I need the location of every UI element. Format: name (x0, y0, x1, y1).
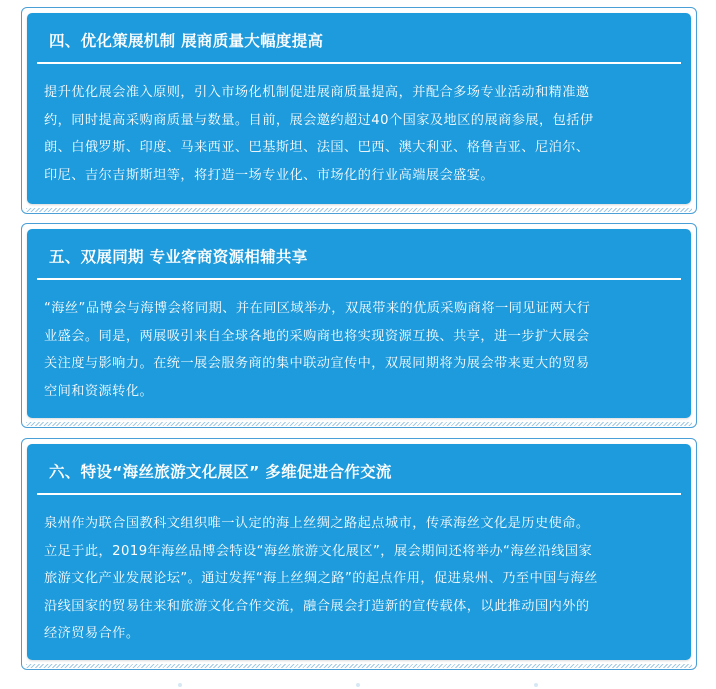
body-line: 立足于此，2019年海丝品博会特设“海丝旅游文化展区”，展会期间还将举办“海丝沿线国家 (44, 543, 593, 559)
section-card-4 (21, 7, 697, 214)
section-panel-5 (27, 229, 691, 418)
dot-decoration (178, 683, 182, 687)
section-card-5 (21, 223, 697, 428)
body-line: 旅游文化产业发展论坛”。通过发挥“海上丝绸之路”的起点作用，促进泉州、乃至中国与海丝 (44, 571, 598, 586)
body-line: 约，同时提高采购商质量与数量。目前，展会邀约超过40个国家及地区的展商参展，包括伊 (44, 112, 594, 128)
section-divider-5 (37, 278, 681, 280)
body-line: “海丝”品博会与海博会将同期、并在同区域举办，双展带来的优质采购商将一同见证两大行 (44, 301, 591, 316)
body-line: 泉州作为联合国教科文组织唯一认定的海上丝绸之路起点城市，传承海丝文化是历史使命。 (44, 516, 590, 531)
body-line: 经济贸易合作。 (44, 626, 140, 641)
section-card-6 (21, 438, 697, 670)
section-title-5: 五、双展同期 专业客商资源相辅共享 (49, 248, 308, 266)
section-title-4: 四、优化策展机制 展商质量大幅度提高 (49, 32, 324, 50)
section-panel-4 (27, 13, 691, 204)
body-line: 印尼、吉尔吉斯斯坦等，将打造一场专业化、市场化的行业高端展会盛宴。 (44, 167, 495, 183)
body-line: 提升优化展会准入原则，引入市场化机制促进展商质量提高，并配合多场专业活动和精准邀 (44, 85, 590, 100)
decorative-dots (0, 683, 716, 689)
dot-decoration (356, 683, 360, 687)
section-body-5 (44, 295, 671, 405)
section-panel-6 (27, 444, 691, 660)
body-line: 关注度与影响力。在统一展会服务商的集中联动宣传中，双展同期将为展会带来更大的贸易 (44, 356, 590, 371)
section-body-4 (44, 79, 671, 189)
dot-decoration (534, 683, 538, 687)
body-line: 业盛会。同是，两展吸引来自全球各地的采购商也将实现资源互换、共享，进一步扩大展会 (44, 328, 590, 344)
section-title-6: 六、特设“海丝旅游文化展区” 多维促进合作交流 (49, 463, 392, 481)
body-line: 朗、白俄罗斯、印度、马来西亚、巴基斯坦、法国、巴西、澳大利亚、格鲁吉亚、尼泊尔、 (44, 140, 590, 155)
section-body-6 (44, 510, 671, 648)
body-line: 沿线国家的贸易往来和旅游文化合作交流，融合展会打造新的宣传载体，以此推动国内外的 (44, 598, 590, 614)
section-divider-6 (37, 493, 681, 495)
section-divider-4 (37, 62, 681, 64)
body-line: 空间和资源转化。 (44, 383, 154, 399)
